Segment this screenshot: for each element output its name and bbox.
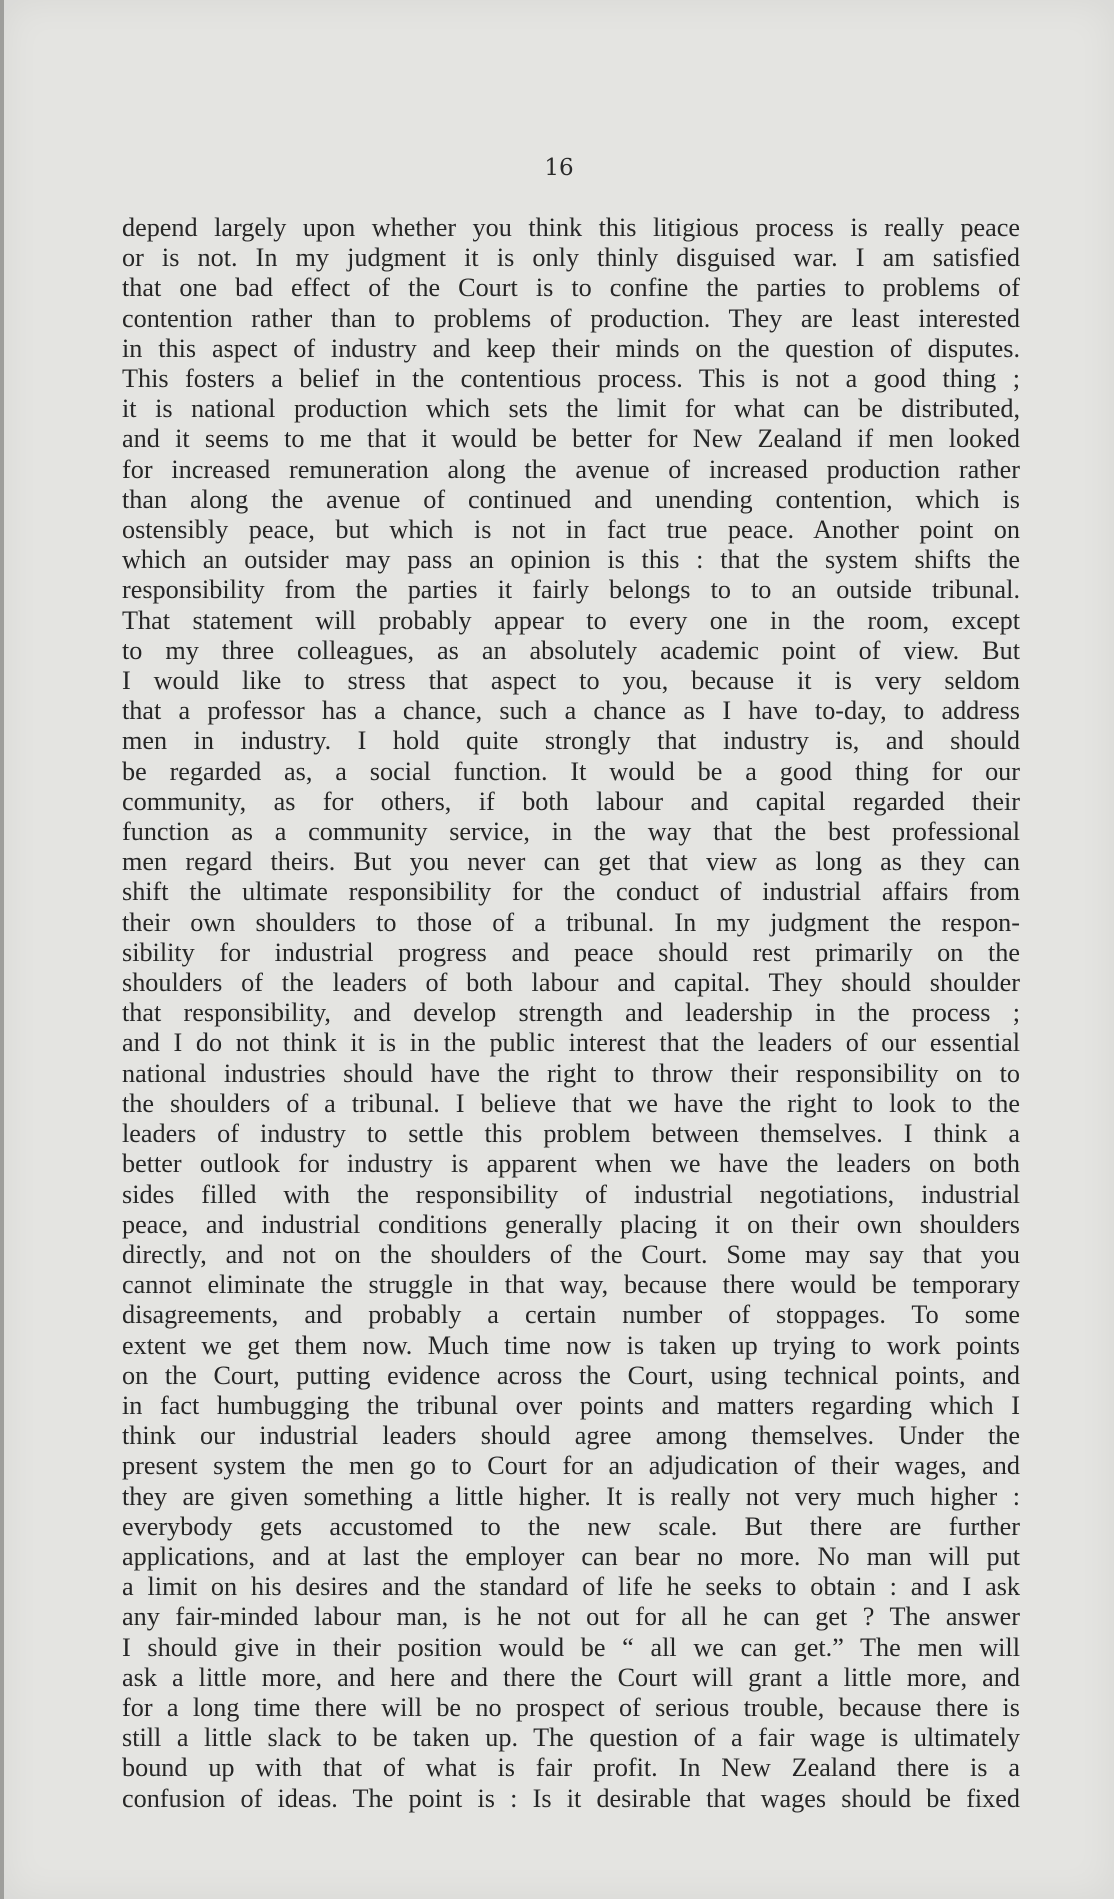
text-line: responsibility from the parties it fairly belongs to to an outside tribunal. xyxy=(122,575,1020,605)
text-line: on the Court, putting evidence across the Court, using technical points, and xyxy=(122,1360,1020,1390)
text-line: or is not. In my judgment it is only thinly disguised war. I am satisfied xyxy=(122,243,1020,273)
text-line: disagreements, and probably a certain number of stoppages. To some xyxy=(122,1300,1020,1330)
text-line: they are given something a little higher. It is really not very much higher : xyxy=(122,1481,1020,1511)
text-line: community, as for others, if both labour and capital regarded their xyxy=(122,786,1020,816)
text-line: the shoulders of a tribunal. I believe that we have the right to look to the xyxy=(122,1088,1020,1118)
text-line: to my three colleagues, as an absolutely academic point of view. But xyxy=(122,635,1020,665)
text-line: applications, and at last the employer can bear no more. No man will put xyxy=(122,1541,1020,1571)
text-line: cannot eliminate the struggle in that way, because there would be temporary xyxy=(122,1270,1020,1300)
text-line: any fair-minded labour man, is he not out for all he can get ? The answer xyxy=(122,1602,1020,1632)
text-line: shift the ultimate responsibility for the conduct of industrial affairs from xyxy=(122,877,1020,907)
text-line: shoulders of the leaders of both labour and capital. They should shoulder xyxy=(122,968,1020,998)
text-line: their own shoulders to those of a tribunal. In my judgment the respon- xyxy=(122,907,1020,937)
text-line: better outlook for industry is apparent when we have the leaders on both xyxy=(122,1149,1020,1179)
text-line: national industries should have the right to throw their responsibility on to xyxy=(122,1058,1020,1088)
text-line: men in industry. I hold quite strongly that industry is, and should xyxy=(122,726,1020,756)
text-line: I would like to stress that aspect to you, because it is very seldom xyxy=(122,666,1020,696)
text-line: in fact humbugging the tribunal over points and matters regarding which I xyxy=(122,1390,1020,1420)
text-line: that a professor has a chance, such a chance as I have to-day, to address xyxy=(122,696,1020,726)
text-line: directly, and not on the shoulders of the Court. Some may say that you xyxy=(122,1239,1020,1269)
text-line: that responsibility, and develop strength and leadership in the process ; xyxy=(122,998,1020,1028)
text-line: peace, and industrial conditions generally placing it on their own shoulders xyxy=(122,1209,1020,1239)
text-line: everybody gets accustomed to the new scale. But there are further xyxy=(122,1511,1020,1541)
text-line: That statement will probably appear to every one in the room, except xyxy=(122,605,1020,635)
text-line: for a long time there will be no prospect of serious trouble, because there is xyxy=(122,1692,1020,1722)
text-line: be regarded as, a social function. It would be a good thing for our xyxy=(122,756,1020,786)
text-line: depend largely upon whether you think this litigious process is really peace xyxy=(122,213,1020,242)
text-line: and it seems to me that it would be better for New Zealand if men looked xyxy=(122,424,1020,454)
text-line: it is national production which sets the limit for what can be distributed, xyxy=(122,394,1020,424)
text-line: sides filled with the responsibility of industrial negotiations, industrial xyxy=(122,1179,1020,1209)
text-line: for increased remuneration along the avenue of increased production rather xyxy=(122,454,1020,484)
text-line: think our industrial leaders should agree among themselves. Under the xyxy=(122,1421,1020,1451)
text-line: present system the men go to Court for an adjudication of their wages, and xyxy=(122,1451,1020,1481)
text-line: men regard theirs. But you never can get that view as long as they can xyxy=(122,847,1020,877)
text-line: and I do not think it is in the public interest that the leaders of our essential xyxy=(122,1028,1020,1058)
document-page xyxy=(4,0,1114,1899)
text-line: leaders of industry to settle this problem between themselves. I think a xyxy=(122,1119,1020,1149)
body-text xyxy=(122,213,1020,1814)
text-line: in this aspect of industry and keep their minds on the question of disputes. xyxy=(122,333,1020,363)
text-line: that one bad effect of the Court is to confine the parties to problems of xyxy=(122,273,1020,303)
text-line: which an outsider may pass an opinion is this : that the system shifts the xyxy=(122,545,1020,575)
text-line: contention rather than to problems of production. They are least interested xyxy=(122,303,1020,333)
text-line: than along the avenue of continued and unending contention, which is xyxy=(122,484,1020,514)
text-line: I should give in their position would be “ all we can get.” The men will xyxy=(122,1632,1020,1662)
text-line: confusion of ideas. The point is : Is it desirable that wages should be fixed xyxy=(122,1783,1020,1813)
text-line: sibility for industrial progress and peace should rest primarily on the xyxy=(122,937,1020,967)
page-number: 16 xyxy=(544,155,574,181)
text-line: function as a community service, in the way that the best professional xyxy=(122,817,1020,847)
text-line: ostensibly peace, but which is not in fact true peace. Another point on xyxy=(122,515,1020,545)
text-line: extent we get them now. Much time now is taken up trying to work points xyxy=(122,1330,1020,1360)
text-line: bound up with that of what is fair profit. In New Zealand there is a xyxy=(122,1753,1020,1783)
text-line: This fosters a belief in the contentious process. This is not a good thing ; xyxy=(122,364,1020,394)
text-line: a limit on his desires and the standard of life he seeks to obtain : and I ask xyxy=(122,1572,1020,1602)
text-line: still a little slack to be taken up. The question of a fair wage is ultimately xyxy=(122,1723,1020,1753)
text-line: ask a little more, and here and there the Court will grant a little more, and xyxy=(122,1662,1020,1692)
